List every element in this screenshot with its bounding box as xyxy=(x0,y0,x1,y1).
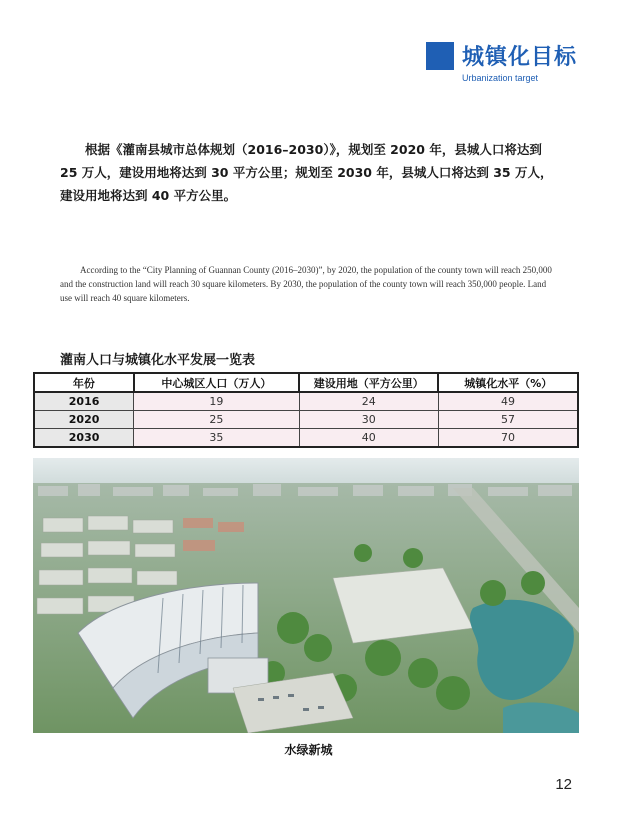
page-number: 12 xyxy=(555,776,572,793)
chinese-paragraph: 根据《灌南县城市总体规划（2016–2030）》，规划至 2020 年，县城人口将达到 25 万人，建设用地将达到 30 平方公里；规划至 2030 年，县城人口将达到 35 万人，建设用地将达到 40 平方公里。 xyxy=(60,142,553,203)
population-table xyxy=(33,372,579,448)
cell-land: 30 xyxy=(299,411,438,429)
photo-caption: 水绿新城 xyxy=(284,743,333,757)
section-subtitle: Urbanization target xyxy=(461,73,539,83)
table-row xyxy=(34,392,578,411)
cell-year: 2016 xyxy=(34,392,134,411)
cell-urbanization: 57 xyxy=(438,411,578,429)
header-square-icon xyxy=(426,42,454,70)
cell-urbanization: 49 xyxy=(438,392,578,411)
cell-land: 24 xyxy=(299,392,438,411)
header-urbanization: 城镇化水平（%） xyxy=(438,373,578,392)
cell-population: 35 xyxy=(134,429,299,448)
cell-year: 2030 xyxy=(34,429,134,448)
header-land: 建设用地（平方公里） xyxy=(299,373,438,392)
table-title: 灌南人口与城镇化水平发展一览表 xyxy=(60,353,256,368)
aerial-city-photo xyxy=(33,458,579,733)
table-row xyxy=(34,411,578,429)
header-year: 年份 xyxy=(34,373,134,392)
cell-year: 2020 xyxy=(34,411,134,429)
cell-land: 40 xyxy=(299,429,438,448)
table-row xyxy=(34,429,578,448)
cell-population: 19 xyxy=(134,392,299,411)
cell-population: 25 xyxy=(134,411,299,429)
table-header-row xyxy=(34,373,578,392)
aerial-city-illustration xyxy=(33,458,579,733)
cell-urbanization: 70 xyxy=(438,429,578,448)
english-paragraph: According to the “City Planning of Guannan County (2016–2030)”, by 2020, the population of the county town will reach 250,000 and the construction land will reach 30 square kilometers. By 2030, the population of the county town will reach 350,000 people. Land use will reach 40 square kilometers. xyxy=(60,265,552,303)
section-title: 城镇化目标 xyxy=(461,45,577,70)
header-population: 中心城区人口（万人） xyxy=(134,373,299,392)
section-header xyxy=(426,40,577,83)
